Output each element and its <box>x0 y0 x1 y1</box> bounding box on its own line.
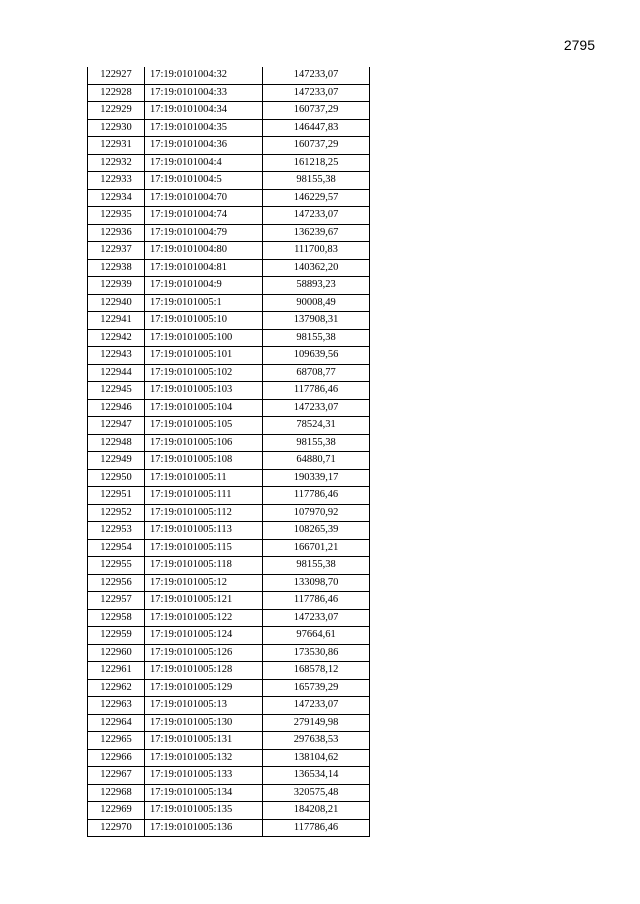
row-id-cell: 122966 <box>88 749 145 767</box>
cadastral-number-cell: 17:19:0101004:79 <box>145 224 263 242</box>
table-row <box>88 312 370 330</box>
value-cell: 90008,49 <box>263 294 370 312</box>
cadastral-number-cell: 17:19:0101005:115 <box>145 539 263 557</box>
table-row <box>88 574 370 592</box>
cadastral-number-cell: 17:19:0101004:35 <box>145 119 263 137</box>
value-cell: 108265,39 <box>263 522 370 540</box>
value-cell: 165739,29 <box>263 679 370 697</box>
table-row <box>88 627 370 645</box>
cadastral-number-cell: 17:19:0101005:112 <box>145 504 263 522</box>
row-id-cell: 122927 <box>88 67 145 84</box>
row-id-cell: 122946 <box>88 399 145 417</box>
value-cell: 98155,38 <box>263 172 370 190</box>
table-row <box>88 137 370 155</box>
table-row <box>88 522 370 540</box>
table-row <box>88 364 370 382</box>
row-id-cell: 122944 <box>88 364 145 382</box>
table-row <box>88 102 370 120</box>
cadastral-number-cell: 17:19:0101004:70 <box>145 189 263 207</box>
row-id-cell: 122941 <box>88 312 145 330</box>
table-row <box>88 714 370 732</box>
row-id-cell: 122968 <box>88 784 145 802</box>
table-row <box>88 154 370 172</box>
value-cell: 320575,48 <box>263 784 370 802</box>
cadastral-number-cell: 17:19:0101005:104 <box>145 399 263 417</box>
row-id-cell: 122948 <box>88 434 145 452</box>
value-cell: 98155,38 <box>263 434 370 452</box>
cadastral-number-cell: 17:19:0101005:1 <box>145 294 263 312</box>
value-cell: 166701,21 <box>263 539 370 557</box>
table-row <box>88 84 370 102</box>
row-id-cell: 122939 <box>88 277 145 295</box>
value-cell: 117786,46 <box>263 592 370 610</box>
value-cell: 184208,21 <box>263 802 370 820</box>
value-cell: 147233,07 <box>263 399 370 417</box>
table-row <box>88 749 370 767</box>
table-row <box>88 767 370 785</box>
value-cell: 109639,56 <box>263 347 370 365</box>
cadastral-number-cell: 17:19:0101005:121 <box>145 592 263 610</box>
row-id-cell: 122960 <box>88 644 145 662</box>
row-id-cell: 122932 <box>88 154 145 172</box>
cadastral-number-cell: 17:19:0101005:134 <box>145 784 263 802</box>
row-id-cell: 122938 <box>88 259 145 277</box>
cadastral-number-cell: 17:19:0101005:118 <box>145 557 263 575</box>
cadastral-number-cell: 17:19:0101005:10 <box>145 312 263 330</box>
value-cell: 147233,07 <box>263 697 370 715</box>
cadastral-number-cell: 17:19:0101005:111 <box>145 487 263 505</box>
cadastral-number-cell: 17:19:0101005:106 <box>145 434 263 452</box>
row-id-cell: 122958 <box>88 609 145 627</box>
table-row <box>88 119 370 137</box>
value-cell: 147233,07 <box>263 84 370 102</box>
value-cell: 117786,46 <box>263 819 370 837</box>
row-id-cell: 122940 <box>88 294 145 312</box>
value-cell: 111700,83 <box>263 242 370 260</box>
row-id-cell: 122962 <box>88 679 145 697</box>
table-row <box>88 732 370 750</box>
cadastral-number-cell: 17:19:0101004:80 <box>145 242 263 260</box>
row-id-cell: 122956 <box>88 574 145 592</box>
value-cell: 137908,31 <box>263 312 370 330</box>
cadastral-number-cell: 17:19:0101004:34 <box>145 102 263 120</box>
value-cell: 117786,46 <box>263 487 370 505</box>
cadastral-number-cell: 17:19:0101004:5 <box>145 172 263 190</box>
row-id-cell: 122959 <box>88 627 145 645</box>
row-id-cell: 122933 <box>88 172 145 190</box>
table-row <box>88 259 370 277</box>
table-row <box>88 802 370 820</box>
table-row <box>88 224 370 242</box>
table-row <box>88 662 370 680</box>
cadastral-number-cell: 17:19:0101005:131 <box>145 732 263 750</box>
row-id-cell: 122943 <box>88 347 145 365</box>
value-cell: 168578,12 <box>263 662 370 680</box>
table-row <box>88 819 370 837</box>
value-cell: 161218,25 <box>263 154 370 172</box>
value-cell: 133098,70 <box>263 574 370 592</box>
row-id-cell: 122954 <box>88 539 145 557</box>
cadastral-number-cell: 17:19:0101005:100 <box>145 329 263 347</box>
row-id-cell: 122957 <box>88 592 145 610</box>
cadastral-number-cell: 17:19:0101005:11 <box>145 469 263 487</box>
row-id-cell: 122963 <box>88 697 145 715</box>
row-id-cell: 122949 <box>88 452 145 470</box>
table-row <box>88 557 370 575</box>
value-cell: 160737,29 <box>263 137 370 155</box>
row-id-cell: 122964 <box>88 714 145 732</box>
table-row <box>88 504 370 522</box>
row-id-cell: 122934 <box>88 189 145 207</box>
value-cell: 160737,29 <box>263 102 370 120</box>
value-cell: 98155,38 <box>263 557 370 575</box>
table-row <box>88 644 370 662</box>
cadastral-number-cell: 17:19:0101004:4 <box>145 154 263 172</box>
table-row <box>88 469 370 487</box>
row-id-cell: 122953 <box>88 522 145 540</box>
table-row <box>88 189 370 207</box>
value-cell: 68708,77 <box>263 364 370 382</box>
table-row <box>88 207 370 225</box>
cadastral-number-cell: 17:19:0101005:126 <box>145 644 263 662</box>
table-row <box>88 329 370 347</box>
row-id-cell: 122969 <box>88 802 145 820</box>
row-id-cell: 122931 <box>88 137 145 155</box>
cadastral-number-cell: 17:19:0101005:12 <box>145 574 263 592</box>
table-row <box>88 592 370 610</box>
table-body <box>88 67 370 837</box>
value-cell: 98155,38 <box>263 329 370 347</box>
cadastral-number-cell: 17:19:0101005:133 <box>145 767 263 785</box>
row-id-cell: 122928 <box>88 84 145 102</box>
cadastral-number-cell: 17:19:0101005:101 <box>145 347 263 365</box>
table-row <box>88 172 370 190</box>
cadastral-number-cell: 17:19:0101004:33 <box>145 84 263 102</box>
row-id-cell: 122942 <box>88 329 145 347</box>
table-row <box>88 294 370 312</box>
value-cell: 147233,07 <box>263 609 370 627</box>
table-row <box>88 277 370 295</box>
table-row <box>88 679 370 697</box>
cadastral-number-cell: 17:19:0101004:81 <box>145 259 263 277</box>
row-id-cell: 122930 <box>88 119 145 137</box>
value-cell: 107970,92 <box>263 504 370 522</box>
row-id-cell: 122947 <box>88 417 145 435</box>
table-row <box>88 487 370 505</box>
row-id-cell: 122967 <box>88 767 145 785</box>
table-row <box>88 452 370 470</box>
value-cell: 136534,14 <box>263 767 370 785</box>
cadastral-number-cell: 17:19:0101005:129 <box>145 679 263 697</box>
value-cell: 190339,17 <box>263 469 370 487</box>
table-row <box>88 382 370 400</box>
value-cell: 58893,23 <box>263 277 370 295</box>
cadastral-number-cell: 17:19:0101005:128 <box>145 662 263 680</box>
cadastral-number-cell: 17:19:0101004:32 <box>145 67 263 84</box>
row-id-cell: 122936 <box>88 224 145 242</box>
value-cell: 297638,53 <box>263 732 370 750</box>
row-id-cell: 122929 <box>88 102 145 120</box>
value-cell: 64880,71 <box>263 452 370 470</box>
value-cell: 146229,57 <box>263 189 370 207</box>
value-cell: 138104,62 <box>263 749 370 767</box>
cadastral-number-cell: 17:19:0101005:122 <box>145 609 263 627</box>
row-id-cell: 122935 <box>88 207 145 225</box>
table-row <box>88 399 370 417</box>
cadastral-number-cell: 17:19:0101005:103 <box>145 382 263 400</box>
row-id-cell: 122951 <box>88 487 145 505</box>
row-id-cell: 122950 <box>88 469 145 487</box>
value-cell: 136239,67 <box>263 224 370 242</box>
data-table-container <box>87 67 370 837</box>
value-cell: 173530,86 <box>263 644 370 662</box>
cadastral-number-cell: 17:19:0101005:135 <box>145 802 263 820</box>
table-row <box>88 417 370 435</box>
table-row <box>88 609 370 627</box>
row-id-cell: 122952 <box>88 504 145 522</box>
table-row <box>88 347 370 365</box>
cadastral-number-cell: 17:19:0101005:102 <box>145 364 263 382</box>
cadastral-number-cell: 17:19:0101004:9 <box>145 277 263 295</box>
table-row <box>88 539 370 557</box>
value-cell: 147233,07 <box>263 67 370 84</box>
cadastral-number-cell: 17:19:0101005:105 <box>145 417 263 435</box>
cadastral-number-cell: 17:19:0101005:13 <box>145 697 263 715</box>
value-cell: 147233,07 <box>263 207 370 225</box>
table-row <box>88 242 370 260</box>
cadastral-number-cell: 17:19:0101005:132 <box>145 749 263 767</box>
cadastral-number-cell: 17:19:0101005:108 <box>145 452 263 470</box>
value-cell: 78524,31 <box>263 417 370 435</box>
table-row <box>88 67 370 84</box>
cadastral-number-cell: 17:19:0101004:36 <box>145 137 263 155</box>
row-id-cell: 122955 <box>88 557 145 575</box>
data-table <box>87 67 370 837</box>
table-row <box>88 434 370 452</box>
cadastral-number-cell: 17:19:0101005:130 <box>145 714 263 732</box>
row-id-cell: 122970 <box>88 819 145 837</box>
row-id-cell: 122945 <box>88 382 145 400</box>
value-cell: 279149,98 <box>263 714 370 732</box>
cadastral-number-cell: 17:19:0101004:74 <box>145 207 263 225</box>
row-id-cell: 122961 <box>88 662 145 680</box>
table-row <box>88 784 370 802</box>
cadastral-number-cell: 17:19:0101005:136 <box>145 819 263 837</box>
table-row <box>88 697 370 715</box>
row-id-cell: 122965 <box>88 732 145 750</box>
value-cell: 117786,46 <box>263 382 370 400</box>
cadastral-number-cell: 17:19:0101005:113 <box>145 522 263 540</box>
value-cell: 146447,83 <box>263 119 370 137</box>
cadastral-number-cell: 17:19:0101005:124 <box>145 627 263 645</box>
value-cell: 140362,20 <box>263 259 370 277</box>
row-id-cell: 122937 <box>88 242 145 260</box>
page-number: 2795 <box>563 37 595 53</box>
value-cell: 97664,61 <box>263 627 370 645</box>
